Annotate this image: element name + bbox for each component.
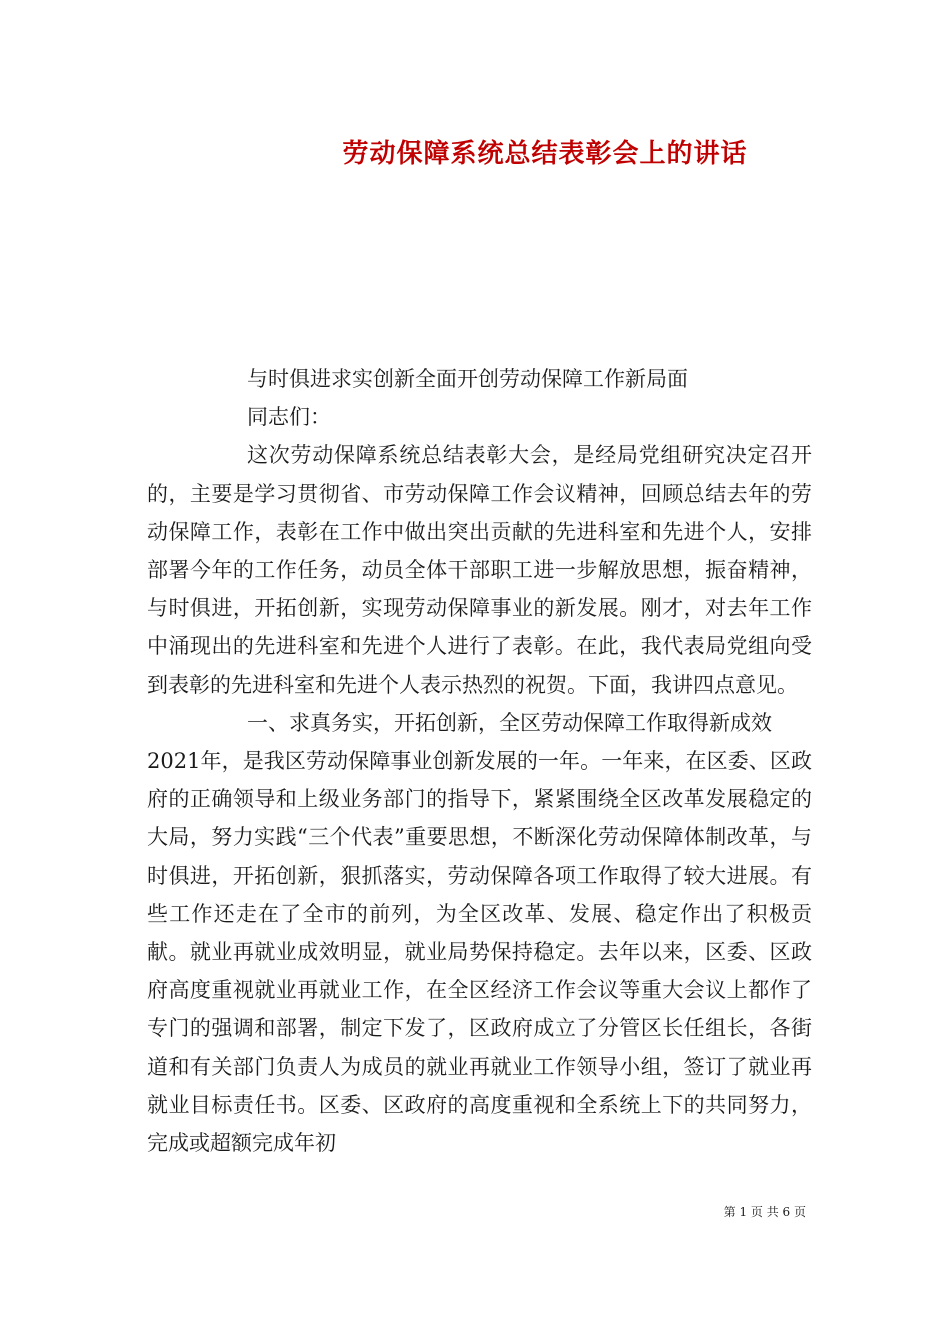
paragraph-achievements: 2021年，是我区劳动保障事业创新发展的一年。一年来，在区委、区政府的正确领导和上级业务部门的指导下，紧紧围绕全区改革发展稳定的大局，努力实践“三个代表”重要思想，不断深化劳动保障体制改革，与时俱进，开拓创新，狠抓落实，劳动保障各项工作取得了较大进展。有些工作还走在了全市的前列，为全区改革、发展、稳定作出了积极贡献。就业再就业成效明显，就业局势保持稳定。去年以来，区委、区政府高度重视就业再就业工作，在全区经济工作会议等重大会议上都作了专门的强调和部署，制定下发了，区政府成立了分管区长任组长，各街道和有关部门负责人为成员的就业再就业工作领导小组，签订了就业再就业目标责任书。区委、区政府的高度重视和全系统上下的共同努力，完成或超额完成年初 <box>147 749 812 1156</box>
subtitle-line: 与时俱进求实创新全面开创劳动保障工作新局面 <box>247 367 688 391</box>
document-body <box>147 360 812 1162</box>
salutation: 同志们： <box>247 405 331 430</box>
document-title: 劳动保障系统总结表彰会上的讲话 <box>342 139 748 169</box>
paragraph-intro: 这次劳动保障系统总结表彰大会，是经局党组研究决定召开的，主要是学习贯彻省、市劳动保障工作会议精神，回顾总结去年的劳动保障工作，表彰在工作中做出突出贡献的先进科室和先进个人，安排部署今年的工作任务，动员全体干部职工进一步解放思想，振奋精神，与时俱进，开拓创新，实现劳动保障事业的新发展。刚才，对去年工作中涌现出的先进科室和先进个人进行了表彰。在此，我代表局党组向受到表彰的先进科室和先进个人表示热烈的祝贺。下面，我讲四点意见。 <box>147 443 812 697</box>
section-heading-1: 一、求真务实，开拓创新，全区劳动保障工作取得新成效 <box>247 710 772 735</box>
page-number-footer: 第 1 页 共 6 页 <box>723 1205 806 1219</box>
